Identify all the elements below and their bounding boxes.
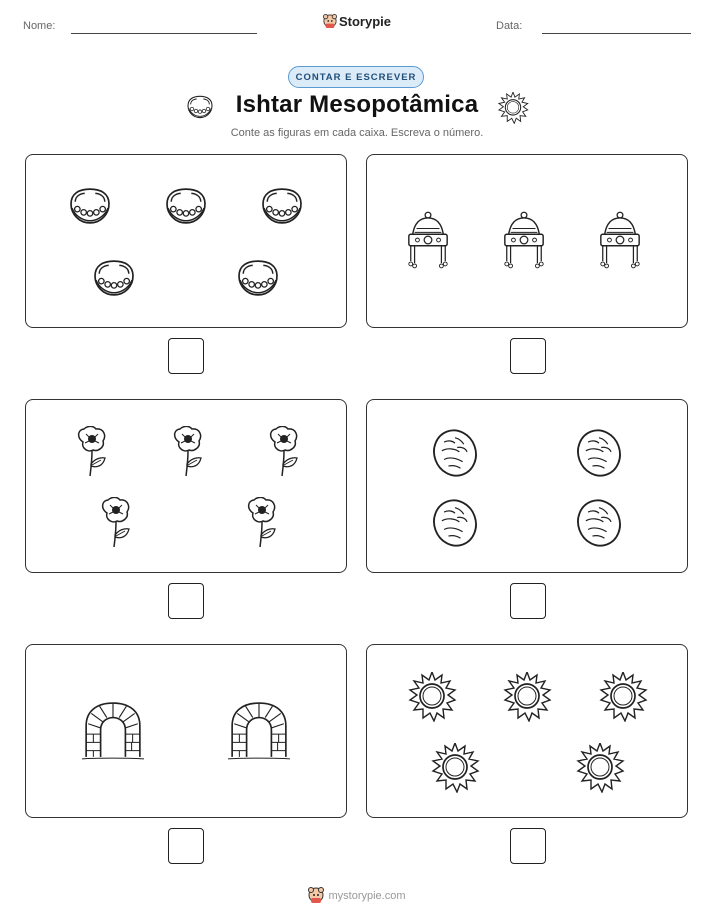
poppy-flower-icon	[94, 497, 136, 549]
poppy-flower-icon	[262, 426, 304, 478]
date-fruit-icon	[577, 429, 621, 477]
date-line[interactable]	[542, 33, 691, 34]
ring-icon	[160, 187, 212, 225]
footer	[0, 887, 714, 903]
answer-box-poppies[interactable]	[168, 583, 204, 619]
date-fruit-icon	[433, 499, 477, 547]
count-panel-gates	[25, 644, 347, 818]
answer-box-crowns[interactable]	[510, 338, 546, 374]
name-line[interactable]	[71, 33, 257, 34]
answer-box-dates[interactable]	[510, 583, 546, 619]
poppy-flower-icon	[240, 497, 282, 549]
sun-icon	[407, 672, 457, 722]
crown-icon	[597, 209, 643, 271]
name-label: Nome:	[23, 20, 56, 32]
answer-box-gates[interactable]	[168, 828, 204, 864]
date-fruit-icon	[577, 499, 621, 547]
count-panel-rings	[25, 154, 347, 328]
count-panel-dates	[366, 399, 688, 573]
sun-icon	[575, 743, 625, 793]
storypie-logo-icon	[308, 887, 324, 903]
stone-arch-gate-icon	[82, 699, 144, 763]
page-title: Ishtar Mesopotâmica	[235, 91, 479, 118]
answer-box-rings[interactable]	[168, 338, 204, 374]
crown-icon	[501, 209, 547, 271]
storypie-logo-icon	[323, 14, 337, 28]
count-panel-suns	[366, 644, 688, 818]
stone-arch-gate-icon	[228, 699, 290, 763]
brand	[0, 14, 714, 29]
crown-icon	[405, 209, 451, 271]
ring-icon	[64, 187, 116, 225]
date-label: Data:	[496, 20, 523, 32]
sun-icon	[598, 672, 648, 722]
ring-icon	[232, 259, 284, 297]
activity-badge: CONTAR E ESCREVER	[288, 66, 424, 88]
instructions: Conte as figuras em cada caixa. Escreva o número.	[230, 127, 484, 139]
sun-icon	[430, 743, 480, 793]
count-panel-poppies	[25, 399, 347, 573]
date-fruit-icon	[433, 429, 477, 477]
answer-box-suns[interactable]	[510, 828, 546, 864]
count-panel-crowns	[366, 154, 688, 328]
poppy-flower-icon	[166, 426, 208, 478]
sun-icon	[497, 92, 529, 124]
ring-icon	[256, 187, 308, 225]
footer-site[interactable]: mystorypie.com	[328, 890, 406, 902]
sun-icon	[502, 672, 552, 722]
brand-name: Storypie	[338, 14, 391, 29]
poppy-flower-icon	[70, 426, 112, 478]
ring-icon	[88, 259, 140, 297]
